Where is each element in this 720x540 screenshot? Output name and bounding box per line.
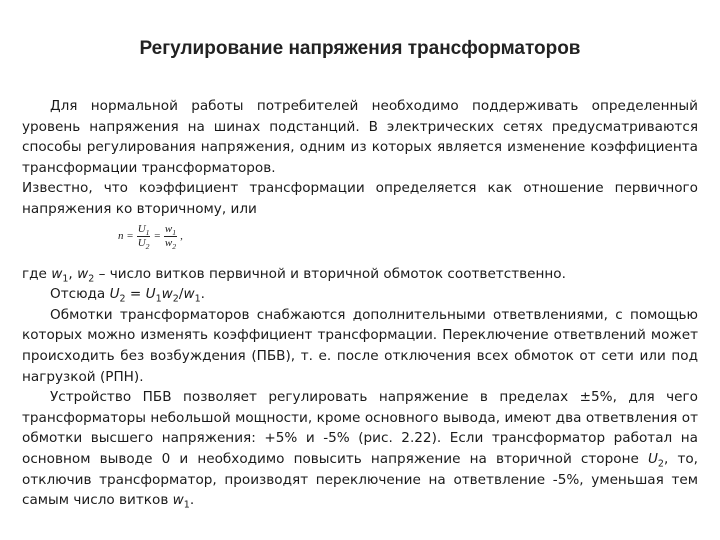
paragraph-ratio-definition: Известно, что коэффициент трансформации определяется как отношение первичного напряжения ко вторичному, или <box>22 180 698 217</box>
formula-voltage-fraction: $\frac{U_1}{U_2}$ <box>137 222 150 251</box>
paragraph-pbv-device: Устройство ПБВ позволяет регулировать напряжение в пределах ±5%, для чего трансформаторы небольшой мощности, кроме основного вывода, имеют два ответвления от обмотки высшего напряжения: +5% и -5% (рис. 2.22). Если трансформатор работал на основном выводе 0 и необходимо повысить напряжение на вторичной стороне $U_2$, то, отключив трансформатор, производят переключение на ответвление -5%, уменьшая тем самым число витков $w_1$. <box>22 389 698 511</box>
paragraph-taps: Обмотки трансформаторов снабжаются дополнительными ответвлениями, с помощью которых можно изменять коэффициент трансформации. Переключение ответвлений может происходить без возбуждения (ПБВ), т. е. после отключения всех обмоток от сети или под нагрузкой (РПН). <box>22 306 698 385</box>
transformation-ratio-formula <box>22 220 698 264</box>
formula-turns-fraction: $\frac{w_1}{w_2}$ <box>164 222 177 251</box>
formula-comma: , <box>180 229 183 242</box>
paragraph-turns-definition: где $w_1$, $w_2$ – число витков первичной и вторичной обмоток соответственно. <box>22 265 566 285</box>
formula-equals: = <box>153 229 161 242</box>
paragraph-intro: Для нормальной работы потребителей необходимо поддерживать определенный уровень напряжения на шинах подстанций. В электрических сетях предусматриваются способы регулирования напряжения, одним из которых является изменение коэффициента трансформации трансформаторов. <box>22 98 698 176</box>
page-title: Регулирование напряжения трансформаторов <box>139 38 581 59</box>
formula-lhs: n = <box>118 229 134 242</box>
paragraph-voltage-formula: Отсюда $U_2 = U_1w_2/w_1$. <box>50 286 205 305</box>
document-body <box>22 96 698 511</box>
